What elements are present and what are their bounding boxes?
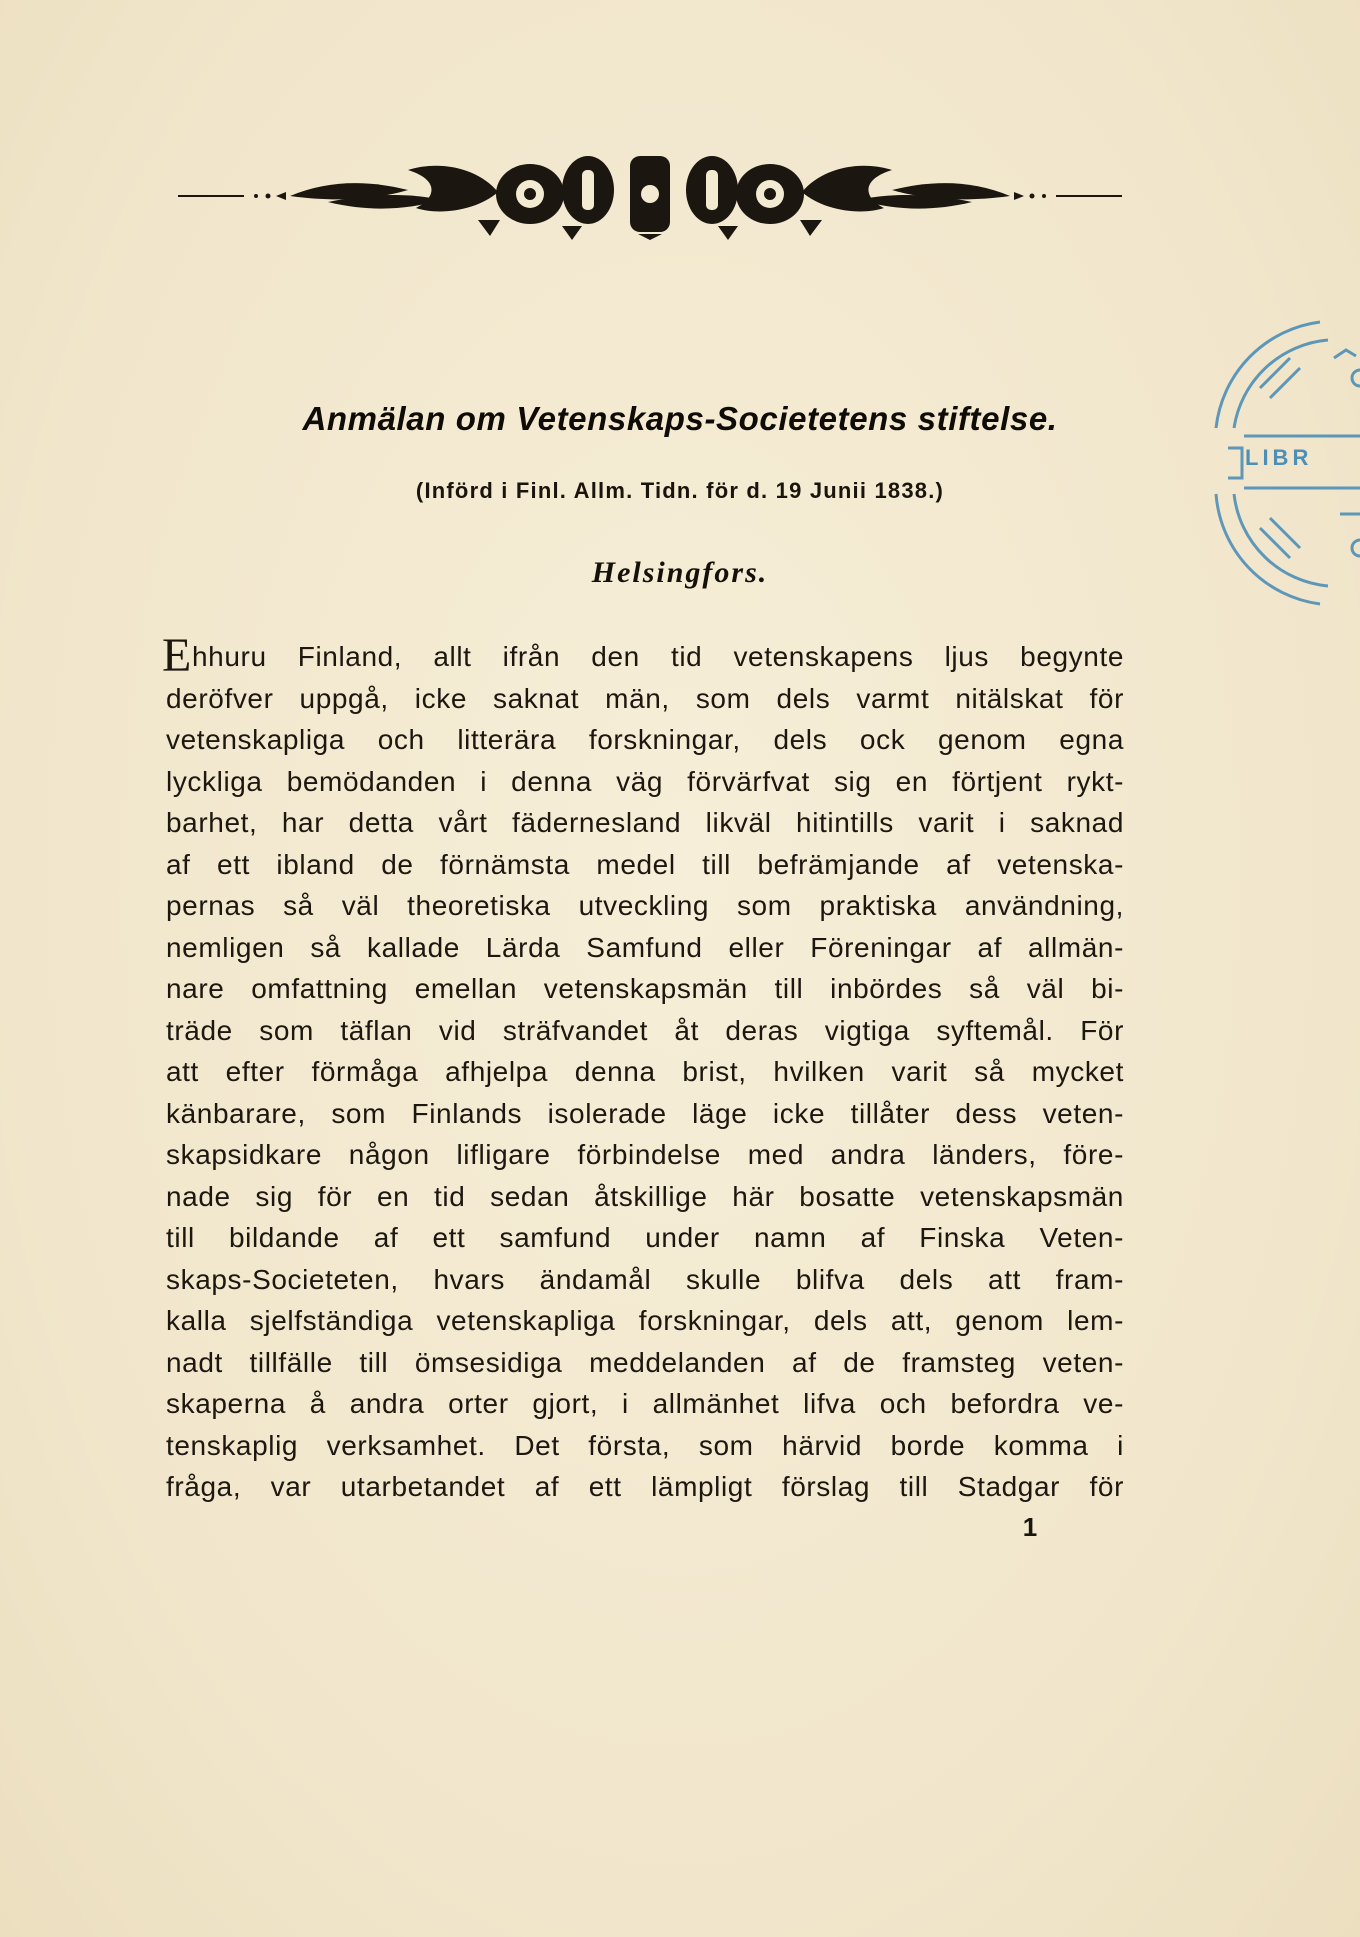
document-subtitle: (Införd i Finl. Allm. Tidn. för d. 19 Junii 1838.): [415, 478, 945, 503]
text-line: deröfver uppgå, icke saknat män, som dels varmt nitälskat för: [166, 682, 1124, 714]
document-title: Anmälan om Vetenskaps-Societetens stiftelse.: [302, 400, 1058, 437]
text-line: vetenskapliga och litterära forskningar, dels ock genom egna: [166, 724, 1124, 755]
text-line: tenskaplig verksamhet. Det första, som härvid borde komma i: [166, 1429, 1124, 1461]
text-line: pernas så väl theoretiska utveckling som praktiska användning,: [166, 890, 1124, 921]
ornamental-header-icon: [178, 150, 1122, 240]
text-line: nade sig för en tid sedan åtskillige här bosatte vetenskapsmän: [166, 1180, 1124, 1212]
text-line: fråga, var utarbetandet af ett lämpligt förslag till Stadgar för: [166, 1471, 1124, 1502]
text-line: barhet, har detta vårt fädernesland likväl hitintills varit i saknad: [166, 807, 1124, 838]
body-paragraph: [162, 629, 1124, 1508]
place-heading: Helsingfors.: [591, 556, 769, 589]
page-number: 1: [1022, 1512, 1038, 1542]
text-line: lyckliga bemödanden i denna väg förvärfvat sig en förtjent rykt-: [166, 765, 1124, 797]
stamp-label: LIBR: [1245, 445, 1313, 470]
text-line: hhuru Finland, allt ifrån den tid vetenskapens ljus begynte: [192, 641, 1124, 672]
text-line: att efter förmåga afhjelpa denna brist, hvilken varit så mycket: [166, 1056, 1124, 1087]
text-line: af ett ibland de förnämsta medel till befrämjande af vetenska-: [166, 848, 1124, 880]
text-line: skaps-Societeten, hvars ändamål skulle blifva dels att fram-: [166, 1263, 1124, 1295]
text-line: skapsidkare någon lifligare förbindelse med andra länders, före-: [166, 1139, 1124, 1170]
text-line: kalla sjelfständiga vetenskapliga forskningar, dels att, genom lem-: [166, 1305, 1124, 1336]
text-line: skaperna å andra orter gjort, i allmänhet lifva och befordra ve-: [166, 1388, 1124, 1419]
text-line: till bildande af ett samfund under namn af Finska Veten-: [166, 1222, 1124, 1253]
drop-cap: E: [162, 629, 192, 682]
text-line: träde som täflan vid sträfvandet åt deras vigtiga syftemål. För: [166, 1014, 1124, 1046]
text-line: känbarare, som Finlands isolerade läge icke tillåter dess veten-: [166, 1097, 1124, 1129]
text-line: nare omfattning emellan vetenskapsmän till inbördes så väl bi-: [166, 973, 1124, 1004]
text-line: nadt tillfälle till ömsesidiga meddelanden af de framsteg veten-: [166, 1346, 1124, 1378]
text-line: nemligen så kallade Lärda Samfund eller Föreningar af allmän-: [166, 931, 1124, 963]
